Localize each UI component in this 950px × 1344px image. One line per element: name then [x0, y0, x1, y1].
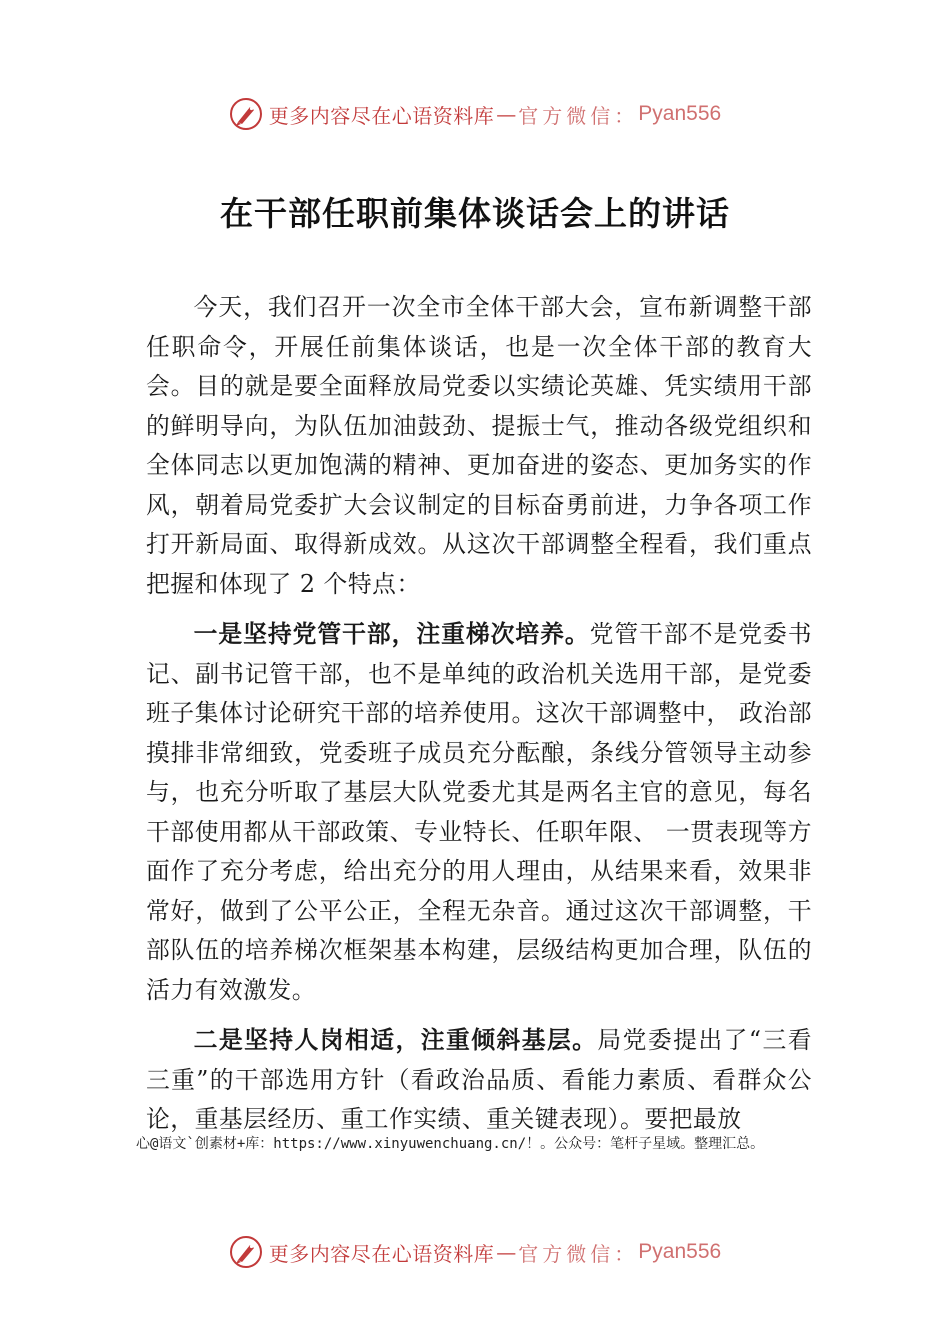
document-title: 在干部任职前集体谈话会上的讲话	[220, 194, 730, 233]
paragraph-point-one	[146, 615, 812, 1010]
paragraph-text: 今天，我们召开一次全市全体干部大会，宣布新调整干部任职命令，开展任前集体谈话，也是一次全体干部的教育大会。目的就是要全面释放局党委以实绩论英雄、凭实绩用干部的鲜明导向，为队伍加油鼓劲、提振士气，推动各级党组织和全体同志以更加饱满的精神、更加奋进的姿态、更加务实的作风，朝着局党委扩大会议制定的目标奋勇前进，力争各项工作打开新局面、取得新成效。从这次干部调整全程看，我们重点把握和体现了 2 个特点：	[146, 293, 812, 598]
banner-main-text: 更多内容尽在心语资料库	[268, 1241, 495, 1266]
paragraph-lead: 二是坚持人岗相适，注重倾斜基层。	[193, 1026, 598, 1054]
paragraph-lead: 一是坚持党管干部，注重梯次培养。	[193, 620, 590, 648]
banner-wechat-id: Pyan556	[638, 1240, 722, 1263]
banner-wechat-label: 官方微信：	[518, 1241, 639, 1266]
bottom-banner	[0, 1232, 950, 1272]
paragraph-text: 党管干部不是党委书记、副书记管干部，也不是单纯的政治机关选用干部，是党委班子集体讨论研究干部的培养使用。这次干部调整中， 政治部摸排非常细致，党委班子成员充分酝酿，条线分管领导主动参与，也充分听取了基层大队党委尤其是两名主官的意见，每名干部使用都从干部政策、专业特长、任职年限、 一贯表现等方面作了充分考虑，给出充分的用人理由，从结果来看，效果非常好，做到了公平公正，全程无杂音。通过这次干部调整，干部队伍的培养梯次框架基本构建，层级结构更加合理，队伍的活力有效激发。	[146, 620, 813, 1004]
banner-wechat-id: Pyan556	[638, 102, 722, 125]
banner-dash: —	[496, 1240, 517, 1264]
banner-wechat-label: 官方微信：	[518, 103, 639, 128]
paragraph-text: 局党委提出了“三看三重”的干部选用方针（看政治品质、看能力素质、看群众公论，重基层经历、重工作实绩、重关键表现）。要把最放	[146, 1026, 812, 1133]
top-banner	[0, 94, 950, 134]
pen-nib-logo-icon	[229, 1235, 263, 1269]
document-body	[146, 288, 812, 1140]
paragraph-intro	[146, 288, 812, 604]
source-footnote: 心@语文`创素材+库：https://www.xinyuwenchuang.cn/！。公众号：笔杆子星域。整理汇总。	[136, 1136, 765, 1152]
pen-nib-logo-icon	[229, 97, 263, 131]
paragraph-point-two	[146, 1021, 812, 1140]
banner-main-text: 更多内容尽在心语资料库	[268, 103, 495, 128]
banner-dash: —	[496, 102, 517, 126]
